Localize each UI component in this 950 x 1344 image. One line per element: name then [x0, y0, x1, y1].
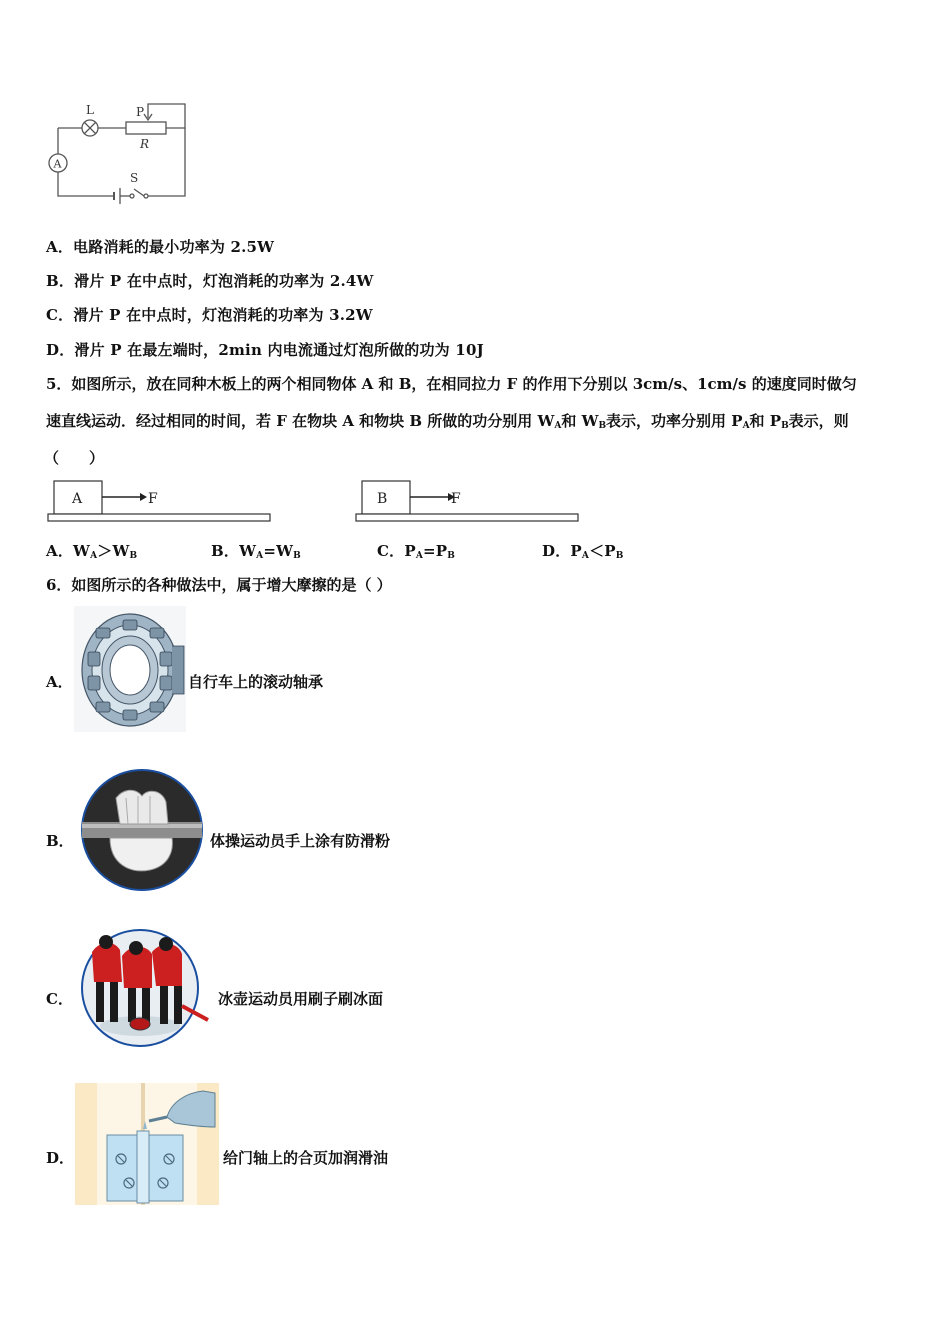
- q5-option-d-main: P: [570, 542, 582, 560]
- door-hinge-image: [75, 1083, 219, 1205]
- q5-line2-c: 表示，功率分别用 P: [606, 412, 743, 430]
- q5-force-a-label: F: [148, 491, 158, 507]
- q5-block-b-label: B: [377, 491, 388, 507]
- q5-sub-a: A: [554, 421, 562, 431]
- q6-option-d-letter[interactable]: D．: [46, 1149, 75, 1167]
- circuit-label-s: S: [130, 171, 139, 185]
- q5-option-c[interactable]: [377, 540, 455, 561]
- q4-option-c-letter: C．: [46, 306, 74, 324]
- q4-option-b-letter: B．: [46, 272, 75, 290]
- q5-option-d-letter: D．: [542, 542, 571, 560]
- q5-line2-a: 速直线运动．经过相同的时间，若 F 在物块 A 和物块 B 所做的功分别用 W: [46, 412, 555, 430]
- q4-option-a-letter: A．: [46, 238, 74, 256]
- q5-option-c-main: P: [404, 542, 416, 560]
- q5-line2-e: 表示，则: [788, 412, 849, 430]
- q4-option-a-text: 电路消耗的最小功率为 2.5W: [73, 238, 275, 256]
- circuit-label-p: P: [136, 105, 145, 119]
- q5-option-d[interactable]: [542, 540, 624, 561]
- circuit-label-l: L: [86, 103, 94, 117]
- q5-option-c-sub1: A: [415, 551, 424, 561]
- q5-option-d-sub1: A: [581, 551, 590, 561]
- q5-stem-line2: [46, 410, 849, 431]
- q5-option-a-main: W: [73, 542, 91, 560]
- q5-option-c-op: =P: [423, 542, 448, 560]
- q4-option-c-text: 滑片 P 在中点时，灯泡消耗的功率为 3.2W: [73, 306, 373, 324]
- q5-block-a-label: A: [72, 491, 83, 507]
- q5-sub-b: B: [598, 421, 607, 431]
- q6-option-c-letter[interactable]: C．: [46, 990, 73, 1008]
- q5-option-b-sub1: A: [256, 551, 264, 561]
- q5-option-a-letter: A．: [46, 542, 74, 560]
- q5-option-b-main: W: [239, 542, 257, 560]
- q5-option-c-letter: C．: [377, 542, 405, 560]
- bearing-image: [74, 606, 186, 732]
- q5-option-d-sub2: B: [615, 551, 624, 561]
- q6-option-a-letter[interactable]: A．: [46, 673, 73, 691]
- circuit-label-r: R: [140, 137, 150, 151]
- q5-line2-b: 和 W: [561, 412, 599, 430]
- q5-stem-line1: 5．如图所示，放在同种木板上的两个相同物体 A 和 B，在相同拉力 F 的作用下分别以 3cm/s、1cm/s 的速度同时做匀: [46, 375, 857, 393]
- q5-option-d-op: ＜P: [589, 542, 616, 560]
- circuit-label-a: A: [53, 157, 62, 171]
- q4-option-a[interactable]: [46, 236, 274, 257]
- circuit-diagram: [48, 98, 193, 210]
- q5-option-a-sub2: B: [129, 551, 138, 561]
- q5-sub-b2: B: [781, 421, 789, 431]
- q5-figure-a: [46, 478, 274, 524]
- q6-option-a-caption: 自行车上的滚动轴承: [188, 673, 324, 691]
- curling-image: [78, 926, 214, 1048]
- q4-option-d-letter: D．: [46, 341, 75, 359]
- q6-option-d-caption: 给门轴上的合页加润滑油: [223, 1149, 389, 1167]
- q5-option-b-sub2: B: [293, 551, 301, 561]
- q5-option-a[interactable]: [46, 540, 137, 561]
- q5-option-a-op: ＞W: [97, 542, 130, 560]
- q5-answer-paren: （ ）: [44, 449, 105, 467]
- q6-option-c-caption: 冰壶运动员用刷子刷冰面: [218, 990, 384, 1008]
- q6-option-b-letter[interactable]: B．: [46, 832, 74, 850]
- q5-option-b-op: =W: [263, 542, 294, 560]
- q4-option-c[interactable]: [46, 304, 373, 325]
- q5-sub-a2: A: [742, 421, 750, 431]
- q4-option-d[interactable]: [46, 339, 484, 360]
- q5-line2-d: 和 P: [749, 412, 782, 430]
- q4-option-b[interactable]: [46, 270, 374, 291]
- q4-option-b-text: 滑片 P 在中点时，灯泡消耗的功率为 2.4W: [74, 272, 374, 290]
- q5-option-c-sub2: B: [447, 551, 456, 561]
- q5-option-b[interactable]: [211, 540, 301, 561]
- q5-option-a-sub1: A: [90, 551, 98, 561]
- q6-stem: 6．如图所示的各种做法中，属于增大摩擦的是（ ）: [46, 576, 392, 594]
- q6-option-b-caption: 体操运动员手上涂有防滑粉: [210, 832, 391, 850]
- q4-option-d-text: 滑片 P 在最左端时，2min 内电流通过灯泡所做的功为 10J: [74, 341, 484, 359]
- q5-figure-b: [354, 478, 582, 524]
- q5-force-b-label: F: [451, 491, 461, 507]
- chalk-hand-image: [80, 768, 204, 892]
- q5-option-b-letter: B．: [211, 542, 240, 560]
